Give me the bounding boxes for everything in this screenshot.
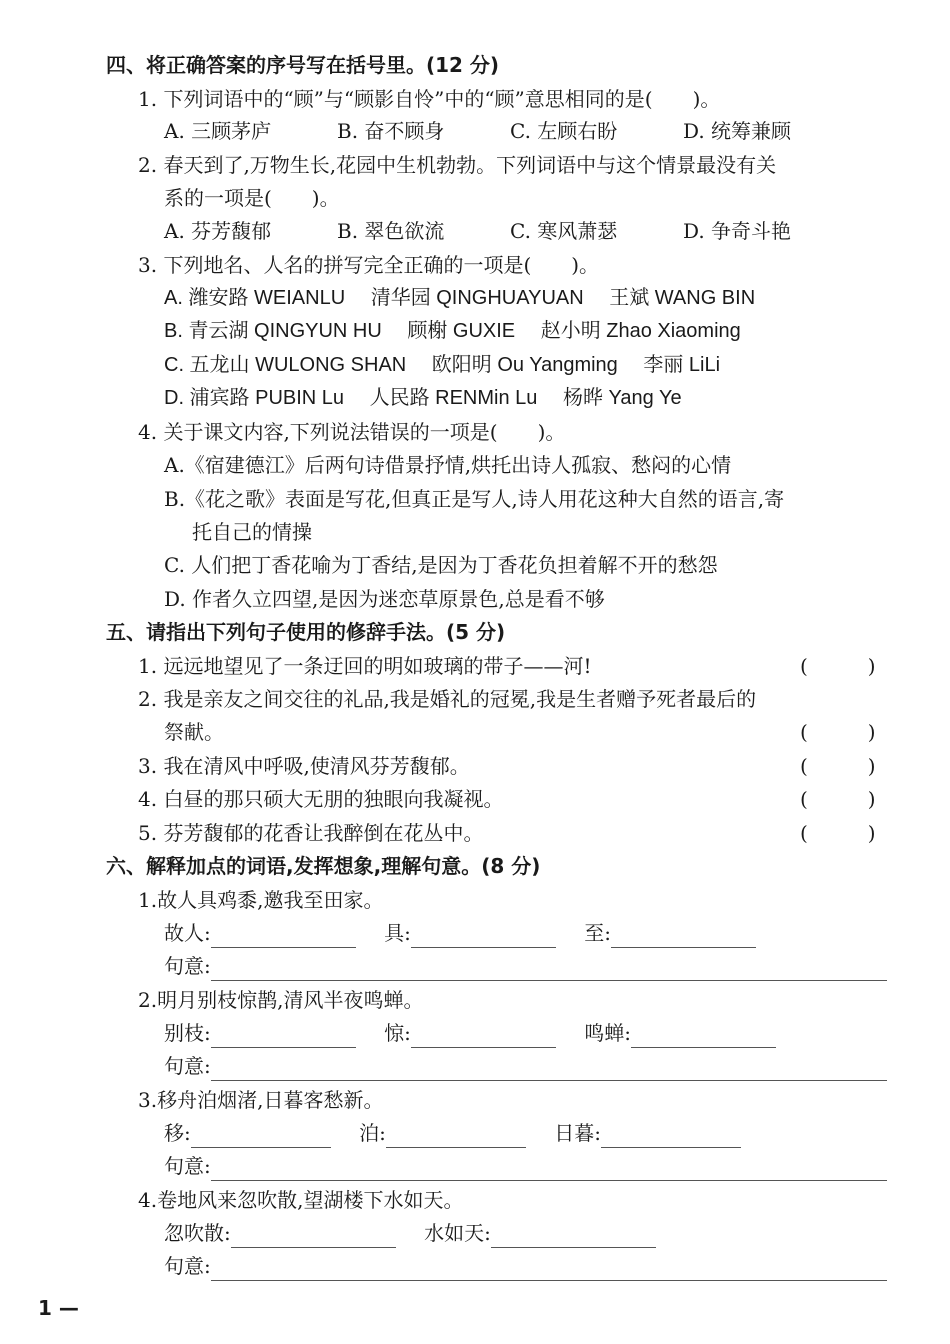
s6-q3-poem: 3.移舟泊烟渚,日暮客愁新。: [138, 1088, 384, 1112]
section-6-title: 六、解释加点的词语,发挥想象,理解句意。(8 分): [106, 854, 541, 878]
option-b: B. 翠色欲流: [337, 219, 445, 243]
q4-2-stem-2: 系的一项是( )。: [164, 186, 340, 210]
blank-field[interactable]: [211, 925, 356, 948]
answer-paren[interactable]: ( ): [800, 720, 876, 744]
blank-field[interactable]: [231, 1225, 396, 1248]
q4-1-stem: 1. 下列词语中的“顾”与“顾影自怜”中的“顾”意思相同的是( )。: [138, 87, 721, 111]
blank-field[interactable]: [611, 925, 756, 948]
page-number: 1 —: [38, 1296, 79, 1320]
section-4-title: 四、将正确答案的序号写在括号里。(12 分): [106, 53, 500, 77]
option-a: A. 三顾茅庐: [164, 119, 272, 143]
blank-field[interactable]: [601, 1125, 741, 1148]
s5-item-5: 5. 芬芳馥郁的花香让我醉倒在花丛中。: [138, 821, 484, 845]
s6-q4-meaning: 句意:: [164, 1251, 887, 1281]
s5-item-2-cont: 祭献。: [164, 720, 224, 744]
meaning-field[interactable]: [211, 1258, 887, 1281]
blank-field[interactable]: [411, 1025, 556, 1048]
s6-q1-meaning: 句意:: [164, 951, 887, 981]
section-5-title: 五、请指出下列句子使用的修辞手法。(5 分): [106, 620, 506, 644]
option-c: C. 寒风萧瑟: [510, 219, 618, 243]
meaning-field[interactable]: [211, 1158, 887, 1181]
q4-4-option-c: C. 人们把丁香花喻为丁香结,是因为丁香花负担着解不开的愁怨: [164, 553, 718, 577]
option-c: C. 左顾右盼: [510, 119, 618, 143]
s6-q3-meaning: 句意:: [164, 1151, 887, 1181]
s6-q2-terms: 别枝: 惊: 鸣蝉:: [164, 1018, 776, 1048]
blank-field[interactable]: [386, 1125, 526, 1148]
s6-q2-meaning: 句意:: [164, 1051, 887, 1081]
q4-3-option-a: A. 潍安路 WEIANLU 清华园 QINGHUAYUAN 王斌 WANG BIN: [164, 287, 756, 309]
q4-3-option-b: B. 青云湖 QINGYUN HU 顾榭 GUXIE 赵小明 Zhao Xiaoming: [164, 320, 741, 342]
q4-3-option-d: D. 浦宾路 PUBIN Lu 人民路 RENMin Lu 杨晔 Yang Ye: [164, 387, 682, 409]
q4-4-option-d: D. 作者久立四望,是因为迷恋草原景色,总是看不够: [164, 587, 605, 611]
answer-paren[interactable]: ( ): [800, 787, 876, 811]
option-d: D. 争奇斗艳: [683, 219, 792, 243]
s5-item-3: 3. 我在清风中呼吸,使清风芬芳馥郁。: [138, 754, 470, 778]
s6-q4-terms: 忽吹散: 水如天:: [164, 1218, 656, 1248]
meaning-field[interactable]: [211, 958, 887, 981]
answer-paren[interactable]: ( ): [800, 654, 876, 678]
s6-q4-poem: 4.卷地风来忽吹散,望湖楼下水如天。: [138, 1188, 464, 1212]
q4-4-option-b: B.《花之歌》表面是写花,但真正是写人,诗人用花这种大自然的语言,寄: [164, 487, 785, 511]
q4-4-option-a: A.《宿建德江》后两句诗借景抒情,烘托出诗人孤寂、愁闷的心情: [164, 453, 732, 477]
s5-item-2: 2. 我是亲友之间交往的礼品,我是婚礼的冠冕,我是生者赠予死者最后的: [138, 687, 757, 711]
s6-q3-terms: 移: 泊: 日暮:: [164, 1118, 741, 1148]
q4-4-option-b-cont: 托自己的情操: [192, 520, 312, 544]
q4-3-stem: 3. 下列地名、人名的拼写完全正确的一项是( )。: [138, 253, 600, 277]
s5-item-4: 4. 白昼的那只硕大无朋的独眼向我凝视。: [138, 787, 504, 811]
option-d: D. 统筹兼顾: [683, 119, 792, 143]
blank-field[interactable]: [411, 925, 556, 948]
q4-3-option-c: C. 五龙山 WULONG SHAN 欧阳明 Ou Yangming 李丽 LiLi: [164, 354, 721, 376]
blank-field[interactable]: [631, 1025, 776, 1048]
answer-paren[interactable]: ( ): [800, 821, 876, 845]
option-a: A. 芬芳馥郁: [164, 219, 272, 243]
blank-field[interactable]: [491, 1225, 656, 1248]
s6-q2-poem: 2.明月别枝惊鹊,清风半夜鸣蝉。: [138, 988, 424, 1012]
q4-2-stem-1: 2. 春天到了,万物生长,花园中生机勃勃。下列词语中与这个情景最没有关: [138, 153, 777, 177]
q4-2-options: [164, 216, 791, 246]
q4-4-stem: 4. 关于课文内容,下列说法错误的一项是( )。: [138, 420, 566, 444]
blank-field[interactable]: [191, 1125, 331, 1148]
blank-field[interactable]: [211, 1025, 356, 1048]
option-b: B. 奋不顾身: [337, 119, 445, 143]
s6-q1-terms: 故人: 具: 至:: [164, 918, 756, 948]
answer-paren[interactable]: ( ): [800, 754, 876, 778]
meaning-field[interactable]: [211, 1058, 887, 1081]
s6-q1-poem: 1.故人具鸡黍,邀我至田家。: [138, 888, 384, 912]
q4-1-options: [164, 116, 791, 146]
s5-item-1: 1. 远远地望见了一条迂回的明如玻璃的带子——河!: [138, 654, 592, 678]
